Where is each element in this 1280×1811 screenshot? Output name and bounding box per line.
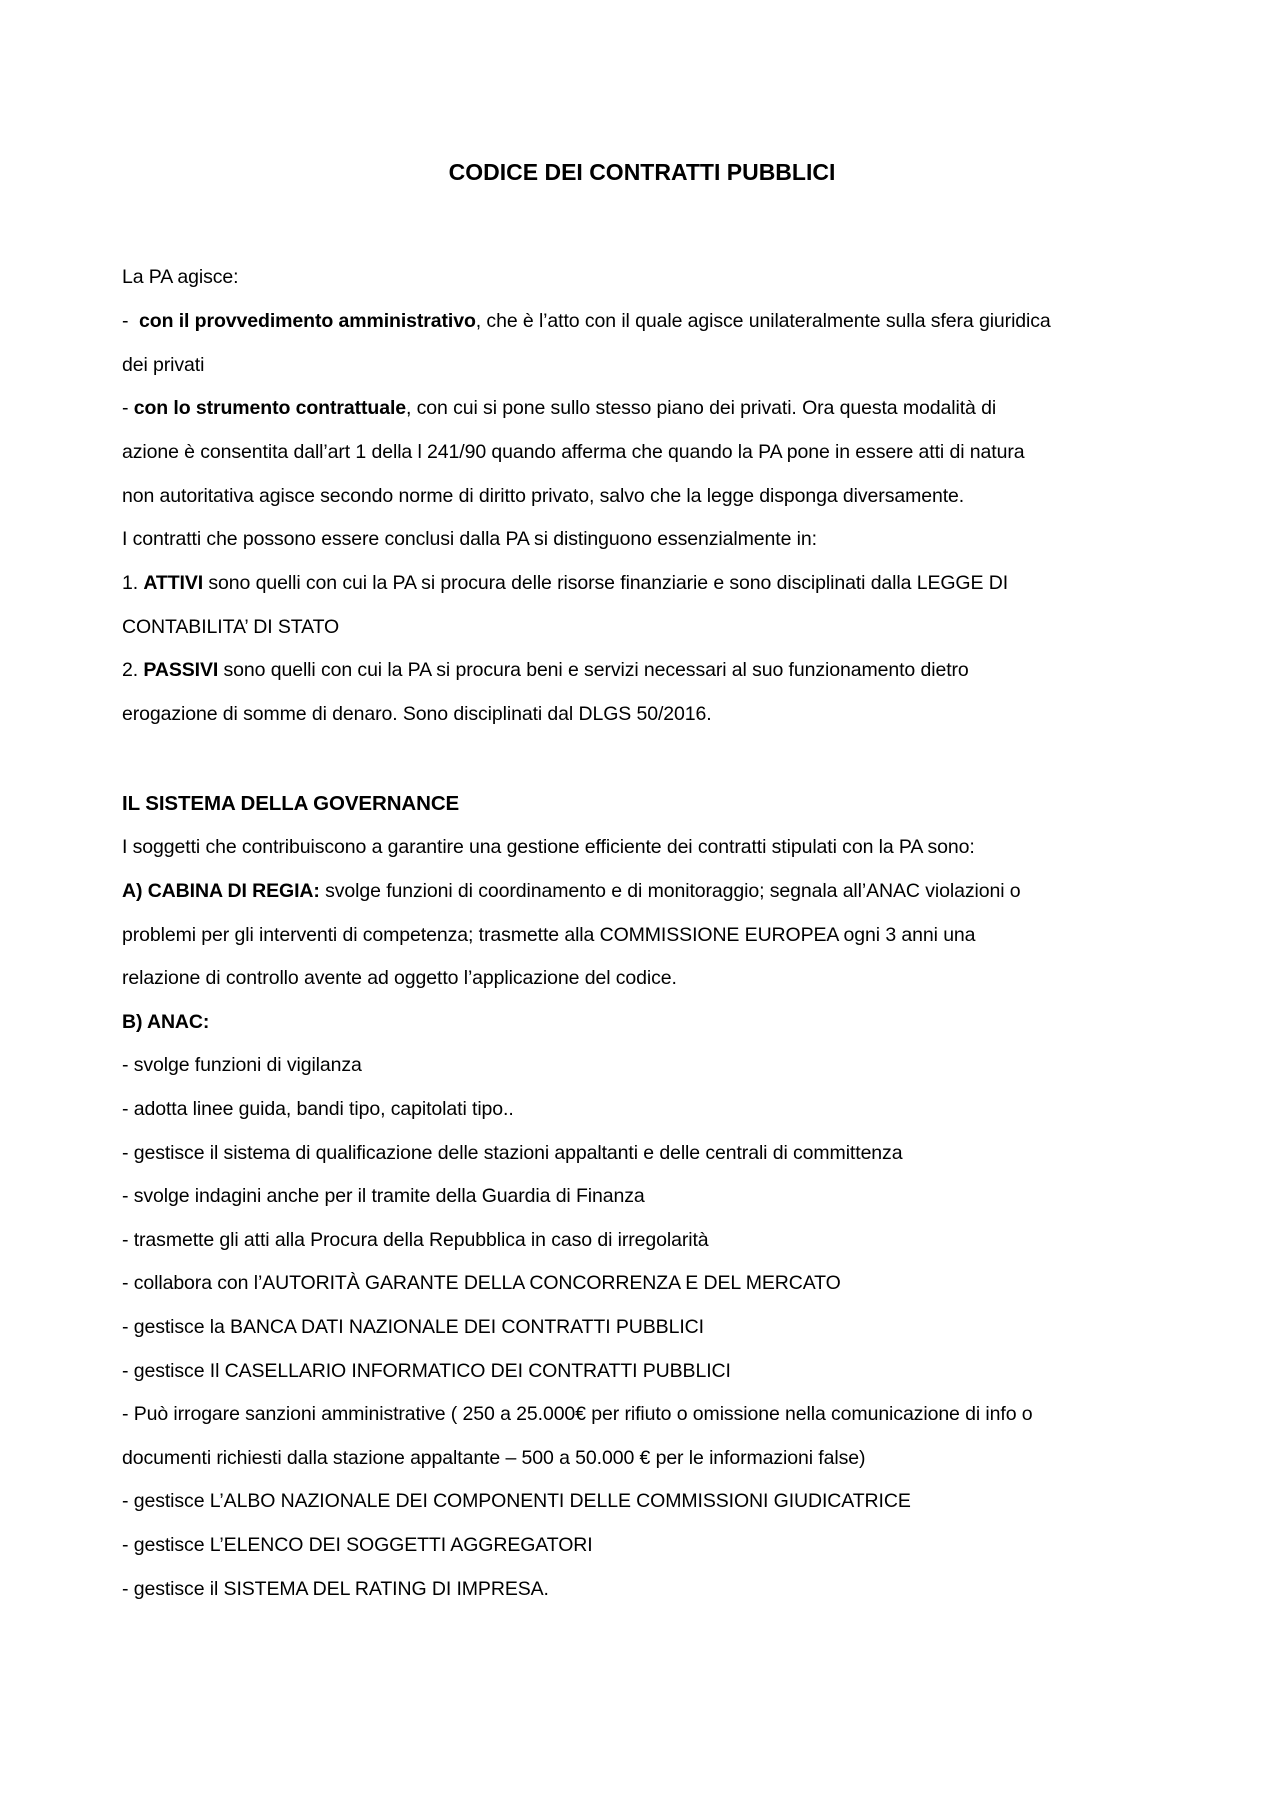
contracts-lead: I contratti che possono essere conclusi dalla PA si distinguono essenzialmente in: (122, 528, 817, 550)
anac-item: - svolge indagini anche per il tramite della Guardia di Finanza (122, 1185, 645, 1207)
intro-item-2-bold: con lo strumento contrattuale (133, 397, 407, 419)
intro-item-2-cont-1: azione è consentita dall’art 1 della l 241/90 quando afferma che quando la PA pone in essere atti di natura (122, 441, 1025, 463)
anac-item: - gestisce L’ELENCO DEI SOGGETTI AGGREGATORI (122, 1534, 593, 1556)
cabina-di-regia-cont-1: problemi per gli interventi di competenza; trasmette alla COMMISSIONE EUROPEA ogni 3 anni una (122, 924, 976, 946)
contract-passivi-bold: PASSIVI (143, 659, 219, 681)
cabina-di-regia (122, 876, 1021, 906)
contract-passivi-rest: sono quelli con cui la PA si procura beni e servizi necessari al suo funzionamento dietro (218, 659, 969, 681)
cabina-di-regia-bold: A) CABINA DI REGIA: (122, 880, 320, 902)
anac-item: - svolge funzioni di vigilanza (122, 1054, 362, 1076)
cabina-di-regia-cont-2: relazione di controllo avente ad oggetto l’applicazione del codice. (122, 967, 677, 989)
cabina-di-regia-rest: svolge funzioni di coordinamento e di monitoraggio; segnala all’ANAC violazioni o (319, 880, 1021, 902)
contract-attivi (122, 568, 1008, 598)
anac-item: - gestisce la BANCA DATI NAZIONALE DEI CONTRATTI PUBBLICI (122, 1316, 704, 1338)
contract-passivi (122, 655, 969, 685)
intro-item-1-bold: con il provvedimento amministrativo (139, 310, 476, 332)
intro-item-1-rest: , che è l’atto con il quale agisce unilateralmente sulla sfera giuridica (475, 310, 1051, 332)
intro-item-1-cont: dei privati (122, 354, 205, 376)
section-heading-governance: IL SISTEMA DELLA GOVERNANCE (122, 792, 460, 815)
anac-item: - Può irrogare sanzioni amministrative ( 250 a 25.000€ per rifiuto o omissione nella comunicazione di info o (122, 1403, 1033, 1425)
anac-item: - gestisce il sistema di qualificazione delle stazioni appaltanti e delle centrali di committenza (122, 1142, 903, 1164)
contract-passivi-num: 2. (122, 659, 144, 681)
contract-attivi-num: 1. (122, 572, 144, 594)
anac-item: - gestisce il SISTEMA DEL RATING DI IMPRESA. (122, 1578, 549, 1600)
contract-attivi-bold: ATTIVI (143, 572, 204, 594)
anac-heading-bold: B) ANAC: (122, 1011, 210, 1033)
governance-lead: I soggetti che contribuiscono a garantire una gestione efficiente dei contratti stipulati con la PA sono: (122, 836, 975, 858)
anac-item-cont: documenti richiesti dalla stazione appaltante – 500 a 50.000 € per le informazioni false) (122, 1447, 866, 1469)
intro-item-1 (122, 306, 1051, 336)
contract-passivi-cont: erogazione di somme di denaro. Sono disciplinati dal DLGS 50/2016. (122, 703, 712, 725)
anac-item: - adotta linee guida, bandi tipo, capitolati tipo.. (122, 1098, 514, 1120)
anac-item: - collabora con l’AUTORITÀ GARANTE DELLA CONCORRENZA E DEL MERCATO (122, 1272, 841, 1294)
contract-attivi-cont: CONTABILITA’ DI STATO (122, 616, 340, 638)
anac-item: - trasmette gli atti alla Procura della Repubblica in caso di irregolarità (122, 1229, 709, 1251)
anac-item: - gestisce L’ALBO NAZIONALE DEI COMPONENTI DELLE COMMISSIONI GIUDICATRICE (122, 1490, 911, 1512)
intro-item-1-prefix: - (122, 310, 134, 332)
intro-item-2-cont-2: non autoritativa agisce secondo norme di diritto privato, salvo che la legge disponga diversamente. (122, 485, 965, 507)
anac-heading (122, 1007, 209, 1037)
intro-lead: La PA agisce: (122, 266, 239, 288)
contract-attivi-rest: sono quelli con cui la PA si procura delle risorse finanziarie e sono disciplinati dalla LEGGE DI (203, 572, 1009, 594)
intro-item-2-prefix: - (122, 397, 134, 419)
page-title: CODICE DEI CONTRATTI PUBBLICI (448, 159, 836, 185)
intro-item-2 (122, 393, 996, 423)
intro-item-2-rest: , con cui si pone sullo stesso piano dei privati. Ora questa modalità di (406, 397, 997, 419)
anac-item: - gestisce Il CASELLARIO INFORMATICO DEI CONTRATTI PUBBLICI (122, 1360, 731, 1382)
